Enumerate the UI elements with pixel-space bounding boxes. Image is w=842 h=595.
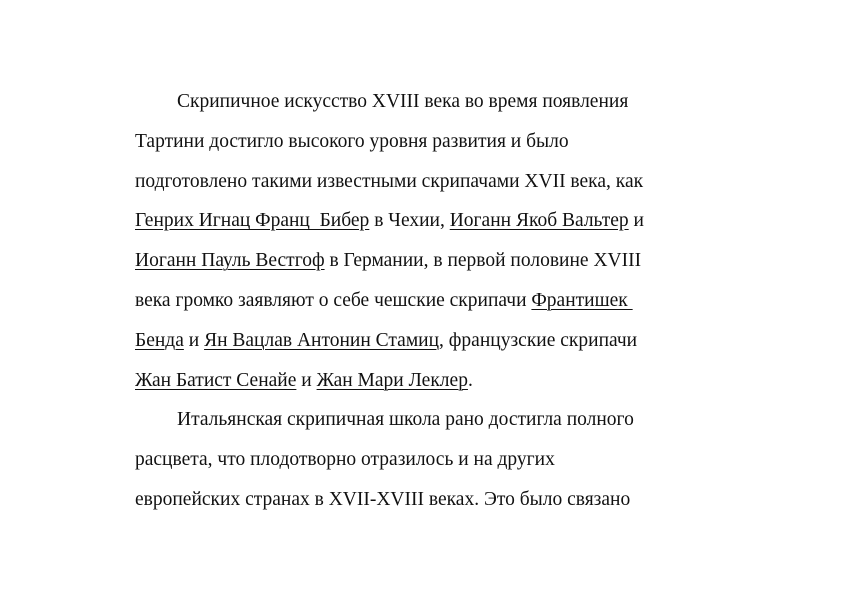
paragraph-1-line-8 xyxy=(135,361,715,401)
link-biber[interactable]: Генрих Игнац Франц Бибер xyxy=(135,210,370,232)
text-segment: и xyxy=(296,369,317,391)
link-stamitz[interactable]: Ян Вацлав Антонин Стамиц xyxy=(204,329,440,351)
paragraph-1-line-7 xyxy=(135,321,715,361)
text-segment: и xyxy=(183,329,205,351)
text-segment: расцвета, что плодотворно отразилось и на других xyxy=(135,449,555,471)
paragraph-2-line-1 xyxy=(135,400,715,440)
link-walther[interactable]: Иоганн Якоб Вальтер xyxy=(449,210,629,232)
text-segment: и xyxy=(628,210,644,232)
paragraph-2-line-3 xyxy=(135,480,715,520)
paragraph-2-line-2 xyxy=(135,440,715,480)
paragraph-1-line-2 xyxy=(135,122,715,162)
paragraph-1-line-5 xyxy=(135,241,715,281)
link-westhoff[interactable]: Иоганн Пауль Вестгоф xyxy=(135,250,325,272)
paragraph-1-line-1 xyxy=(135,82,715,122)
text-segment: в Чехии, xyxy=(369,210,450,232)
text-segment: европейских странах в XVII-XVIII веках. Это было связано xyxy=(135,488,631,510)
link-benda-first[interactable]: Франтишек xyxy=(531,289,633,311)
text-segment: подготовлено такими известными скрипачами XVII века, как xyxy=(135,170,644,192)
paragraph-1-line-6 xyxy=(135,281,715,321)
text-segment: века громко заявляют о себе чешские скрипачи xyxy=(135,289,532,311)
text-segment: Тартини достигло высокого уровня развития и было xyxy=(135,130,569,152)
link-benda-last[interactable]: Бенда xyxy=(135,329,184,351)
text-segment: , французские скрипачи xyxy=(439,329,638,351)
text-segment: в Германии, в первой половине XVIII xyxy=(324,250,642,272)
paragraph-1-line-3 xyxy=(135,162,715,202)
link-leclair[interactable]: Жан Мари Леклер xyxy=(316,369,468,391)
paragraph-1-line-4 xyxy=(135,201,715,241)
text-segment: . xyxy=(467,369,473,391)
text-segment: Итальянская скрипичная школа рано достигла полного xyxy=(177,409,634,431)
body-text xyxy=(135,82,715,520)
link-senaille[interactable]: Жан Батист Сенайе xyxy=(135,369,297,391)
text-segment: Скрипичное искусство XVIII века во время появления xyxy=(177,91,629,112)
